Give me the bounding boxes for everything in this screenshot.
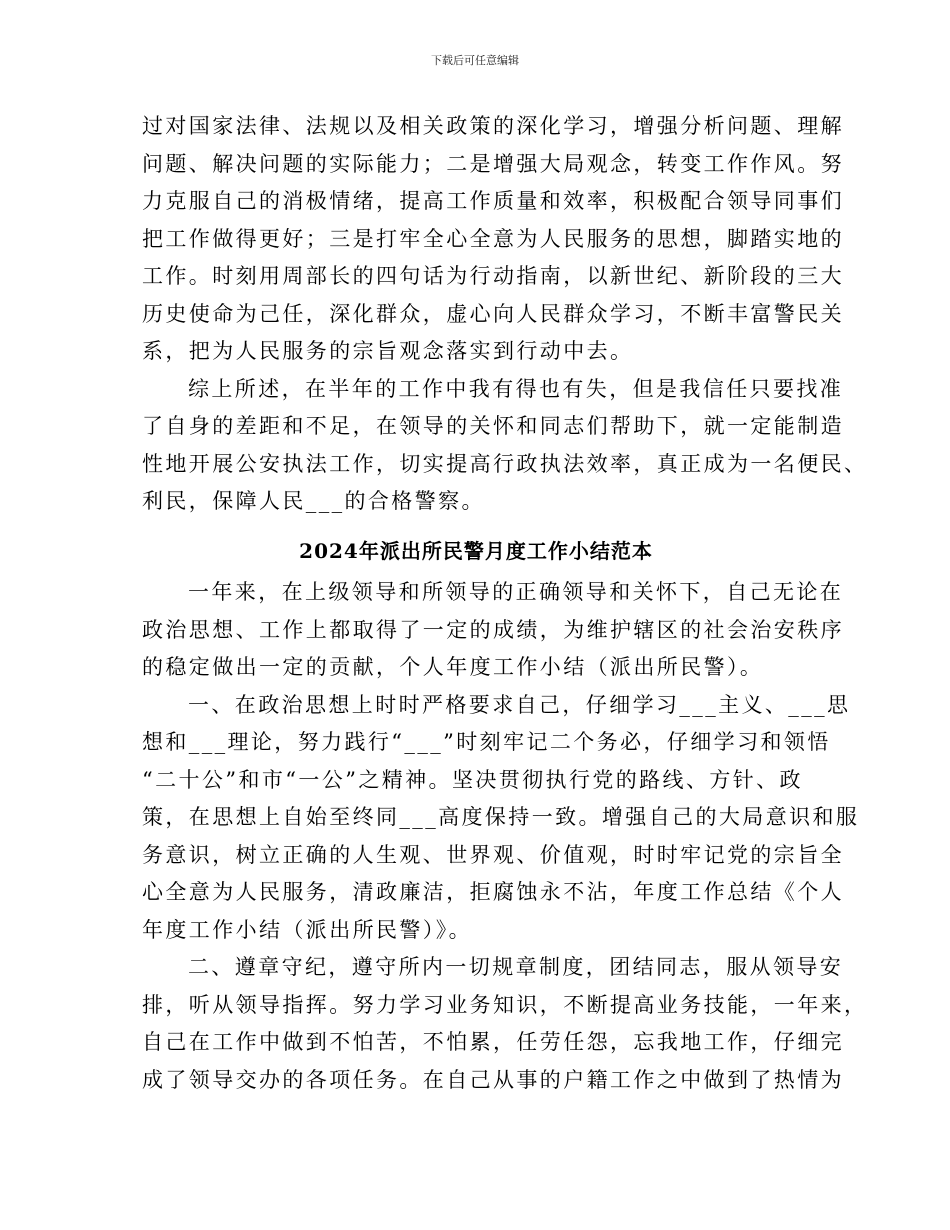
- paragraph-line: 自己在工作中做到不怕苦，不怕累，任劳任怨，忘我地工作，仔细完: [142, 1030, 844, 1054]
- paragraph-line: 了自身的差距和不足，在领导的关怀和同志们帮助下，就一定能制造: [142, 414, 844, 438]
- paragraph-line: 的稳定做出一定的贡献，个人年度工作小结（派出所民警）。: [142, 655, 764, 679]
- paragraph-line: 排，听从领导指挥。努力学习业务知识，不断提高业务技能，一年来，: [142, 992, 868, 1017]
- paragraph-line: 把工作做得更好；三是打牢全心全意为人民服务的思想，脚踏实地的: [142, 226, 844, 251]
- paragraph-line: 一、在政治思想上时时严格要求自己，仔细学习___主义、___思: [188, 692, 851, 717]
- paragraph-line: “二十公”和市“一公”之精神。坚决贯彻执行党的路线、方针、政: [142, 767, 803, 792]
- paragraph-line: 过对国家法律、法规以及相关政策的深化学习，增强分析问题、理解: [142, 114, 844, 138]
- paragraph-line: 问题、解决问题的实际能力；二是增强大局观念，转变工作作风。努: [142, 151, 844, 176]
- page-header-note: 下载后可任意编辑: [431, 54, 519, 67]
- paragraph-line: 务意识，树立正确的人生观、世界观、价值观，时时牢记党的宗旨全: [142, 842, 844, 867]
- paragraph-line: 系，把为人民服务的宗旨观念落实到行动中去。: [142, 339, 634, 363]
- document-body: [142, 108, 868, 1099]
- paragraph-line: 年度工作小结（派出所民警）》。: [142, 917, 472, 942]
- paragraph-line: 成了领导交办的各项任务。在自己从事的户籍工作之中做到了热情为: [142, 1067, 844, 1092]
- paragraph-line: 性地开展公安执法工作，切实提高行政执法效率，真正成为一名便民、: [142, 451, 868, 476]
- paragraph-line: 利民，保障人民___的合格警察。: [142, 489, 485, 513]
- paragraph-line: 工作。时刻用周部长的四句话为行动指南，以新世纪、新阶段的三大: [142, 264, 844, 288]
- paragraph-line: 心全意为人民服务，清政廉洁，拒腐蚀永不沾，年度工作总结《个人: [142, 880, 844, 904]
- paragraph-line: 历史使命为己任，深化群众，虚心向人民群众学习，不断丰富警民关: [142, 301, 844, 326]
- paragraph-line: 想和___理论，努力践行“___”时刻牢记二个务必，仔细学习和领悟: [142, 730, 831, 754]
- section-title: 2024年派出所民警月度工作小结范本: [299, 538, 653, 563]
- paragraph-line: 力克服自己的消极情绪，提高工作质量和效率，积极配合领导同事们: [142, 189, 844, 213]
- paragraph-line: 策，在思想上自始至终同___高度保持一致。增强自己的大局意识和服: [142, 805, 860, 829]
- paragraph-line: 综上所述，在半年的工作中我有得也有失，但是我信任只要找准: [188, 376, 844, 401]
- paragraph-line: 二、遵章守纪，遵守所内一切规章制度，团结同志，服从领导安: [188, 955, 844, 979]
- paragraph-line: 一年来，在上级领导和所领导的正确领导和关怀下，自己无论在: [188, 580, 844, 604]
- paragraph-line: 政治思想、工作上都取得了一定的成绩，为维护辖区的社会治安秩序: [142, 617, 844, 642]
